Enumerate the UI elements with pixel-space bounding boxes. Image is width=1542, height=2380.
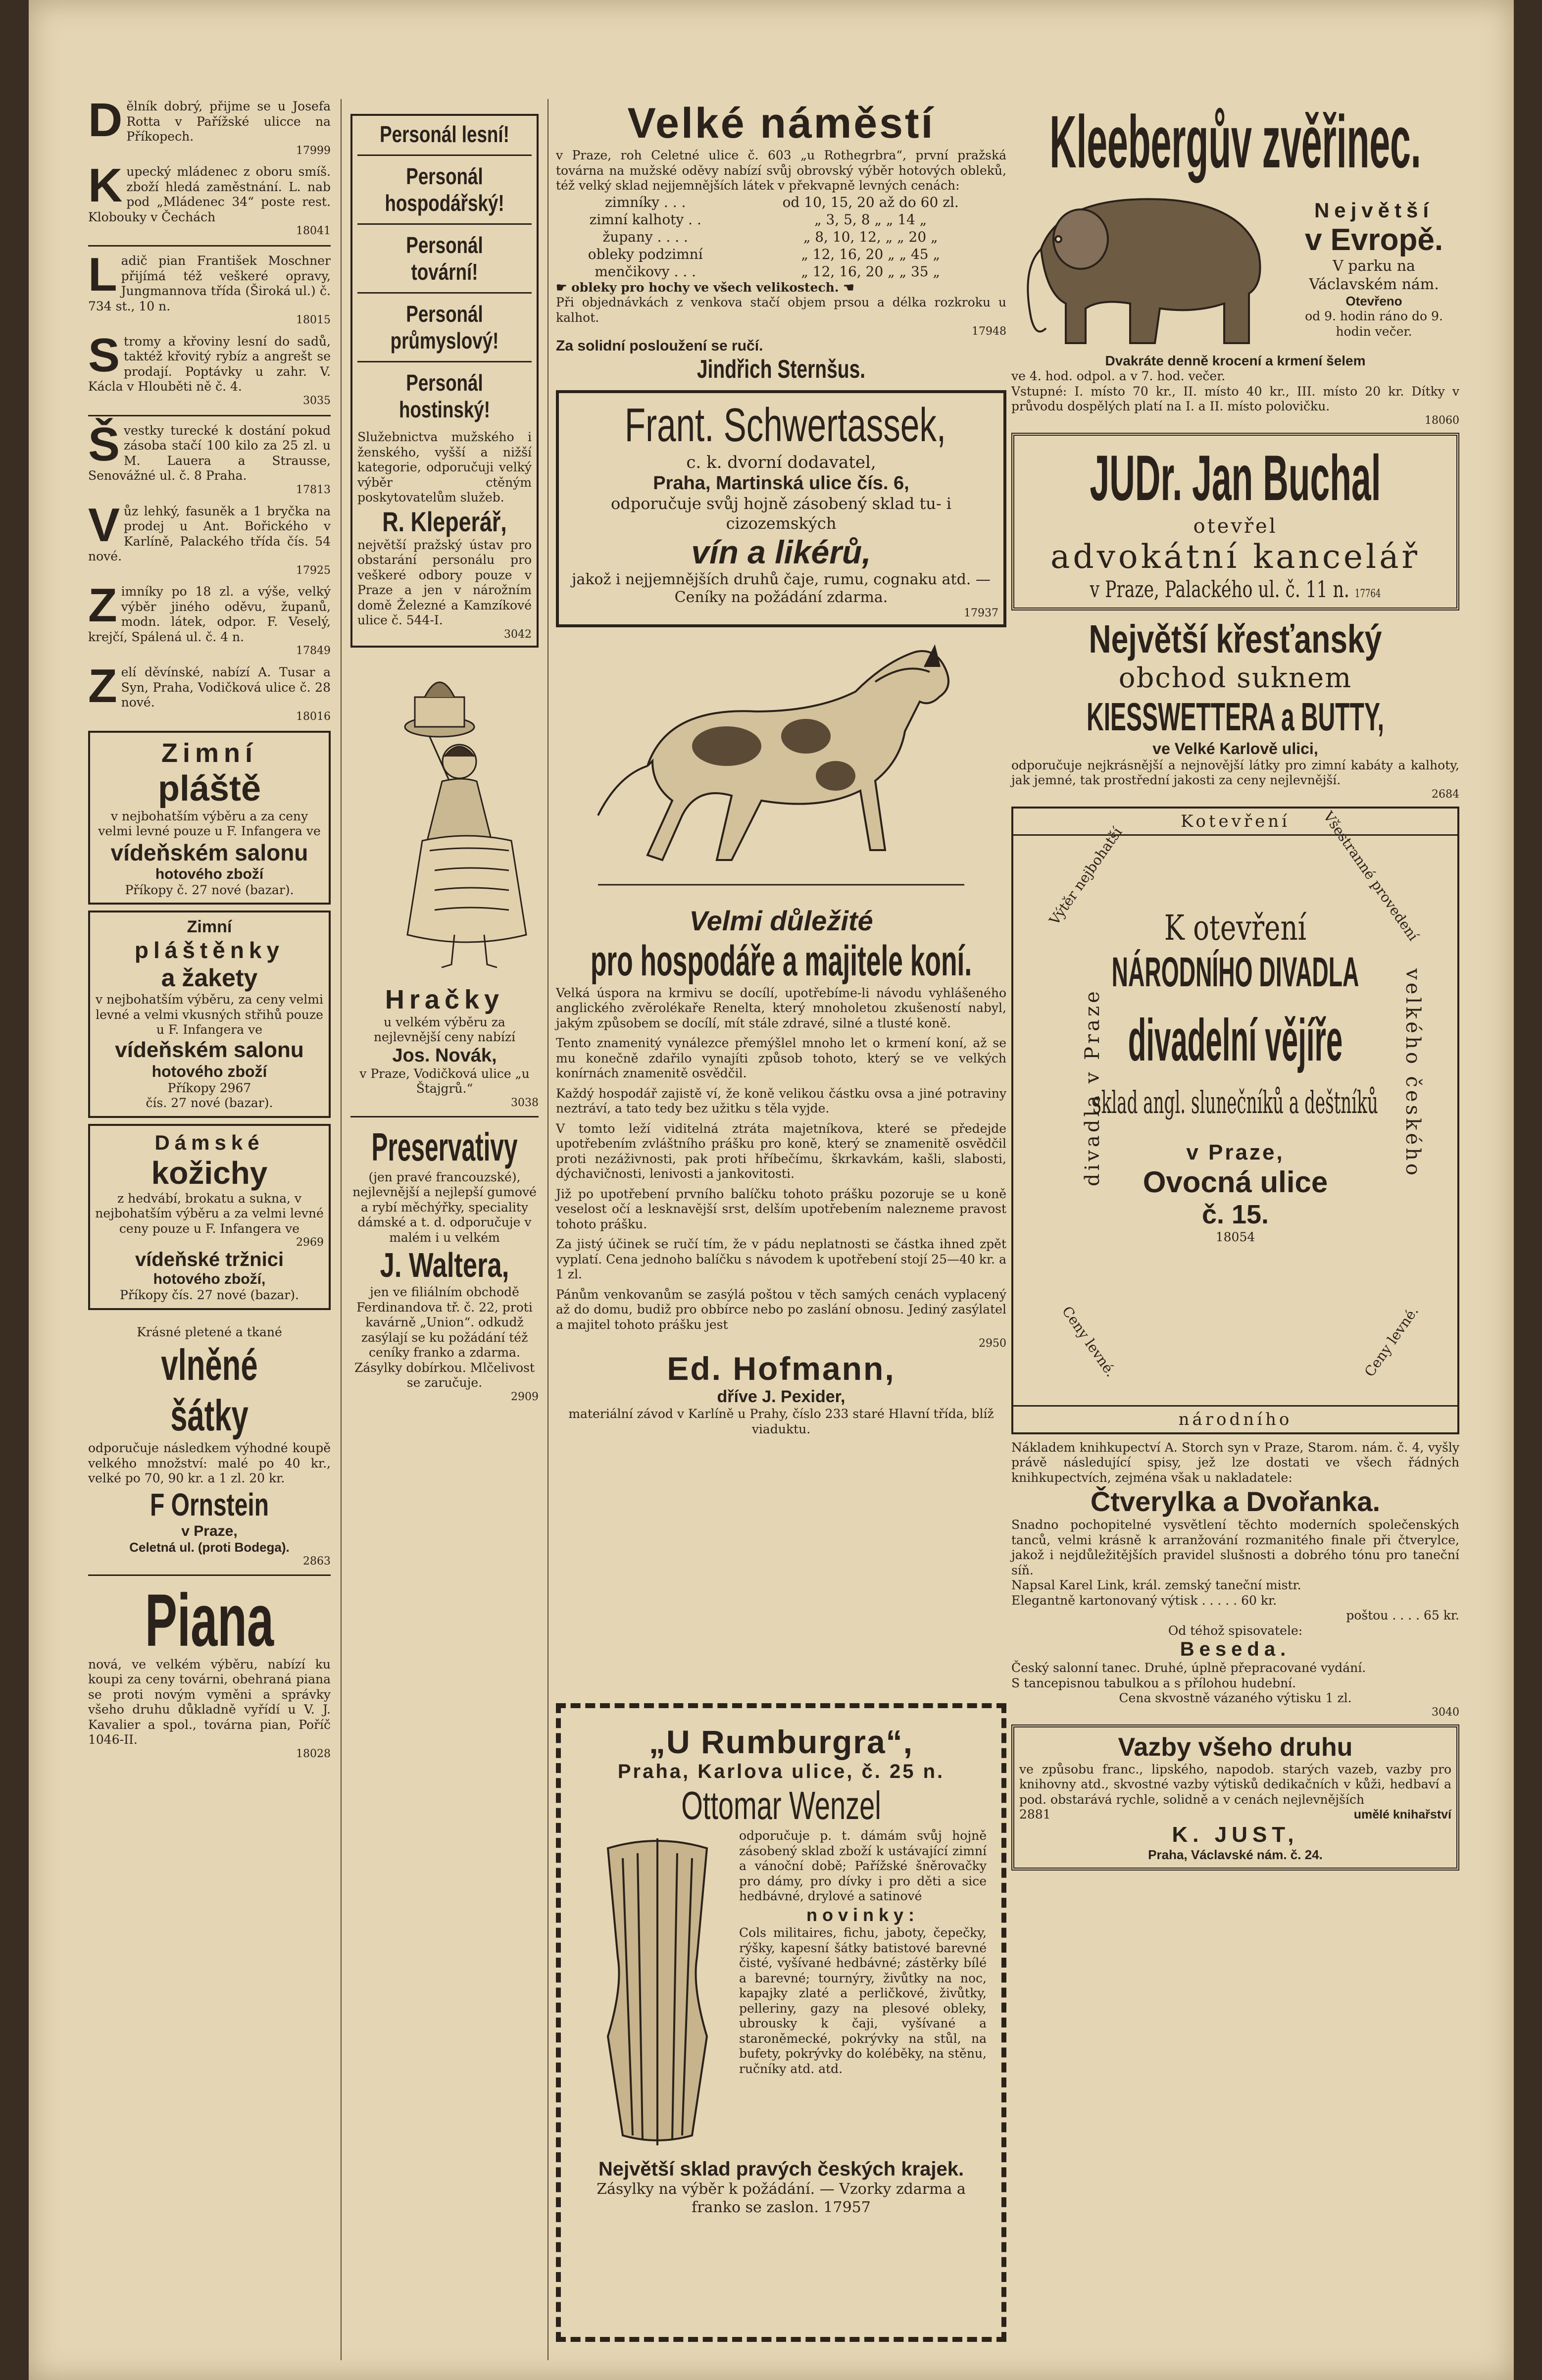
ad-heading: Personál hospodářský! xyxy=(385,163,504,216)
ad-body: Nákladem knihkupectví A. Storch syn v Praze, Starom. nám. č. 4, vyšly právě následující spisy, jež lze dostati ve všech řádných knihkupectvích, zejména však u nakladatele: xyxy=(1011,1440,1459,1485)
fan-border-bottom: národního xyxy=(1013,1405,1457,1432)
ad-heading: pláštěnky xyxy=(134,937,285,963)
ad-body: odporučuje následkem výhodné koupě velkého množství: malé po 40 kr., velké po 70, 90 kr. a 1 zl. 20 kr. xyxy=(88,1441,331,1486)
ad-heading: hotového zboží xyxy=(155,865,264,882)
price-value: „ 12, 16, 20 „ „ 35 „ xyxy=(801,263,941,280)
divider xyxy=(357,154,532,156)
ad-body xyxy=(556,986,1006,1333)
ad-heading: novinky: xyxy=(806,1904,920,1925)
ad-number: 18015 xyxy=(296,314,331,327)
divider xyxy=(357,292,532,294)
ad-heading: Zimní xyxy=(187,917,232,937)
ad-heading: Frant. Schwertassek, xyxy=(624,399,946,452)
ad-body: Při objednávkách z venkova stačí objem prsou a délka rozkroku u kalhot. xyxy=(556,295,1006,325)
ad-heading: Personál hostinský! xyxy=(398,370,491,422)
classified-ad xyxy=(88,328,331,408)
girl-with-cake-illustration xyxy=(350,662,539,979)
ad-plastenky xyxy=(88,911,331,1118)
classified-ad xyxy=(88,498,331,578)
ad-heading: advokátní kancelář xyxy=(1050,537,1420,576)
ad-body xyxy=(95,1081,324,1096)
ad-number: 2967 xyxy=(219,1080,251,1095)
corset-illustration xyxy=(576,1828,739,2155)
ad-body: Příkopy č. 27 nové (bazar). xyxy=(125,882,294,897)
ad-heading: pro hospodáře a majitele koní. xyxy=(590,937,972,985)
ad-body: jen ve filiálním obchodě Ferdinandova tř. č. 22, proti kavárně „Union“. odkudž zasýlají se ku požádání též ceníky franko a zdarma. Zásylky dobírkou. Mlčelivost se zaručuje. xyxy=(354,1285,535,1390)
ad-number: 17957 xyxy=(823,2198,871,2216)
divider xyxy=(88,1574,331,1576)
ad-signature: Jindřich Sternšus. xyxy=(696,355,866,384)
price-item: župany . . . . xyxy=(602,228,688,245)
ad-text: elí děvínské, nabízí A. Tusar a Syn, Praha, Vodičková ulice č. 28 nové. xyxy=(121,665,331,710)
price-row xyxy=(556,263,1006,280)
ad-body: v Praze, roh Celetné ulice č. 603 „u Rothegrbra“, první pražská továrna na mužské oděvy nabízí svůj obrovský výběr hotových obleků, též velký sklad nejjemnějších látek v překvapně levných cenách: xyxy=(556,148,1006,193)
ad-number: 3040 xyxy=(1432,1706,1459,1719)
ad-heading: vídeňské tržnici xyxy=(135,1249,284,1271)
ad-body: Napsal Karel Link, král. zemský taneční mistr. xyxy=(1011,1578,1301,1592)
kleeberg-text xyxy=(1289,199,1459,339)
drop-cap: D xyxy=(88,94,123,147)
ad-body: Český salonní tanec. Druhé, úplně přepracované vydání. xyxy=(1011,1661,1366,1675)
price-row xyxy=(556,246,1006,263)
ad-heading: K otevření xyxy=(1164,907,1307,948)
ad-body: S tancepisnou tabulkou a s přílohou hudební. xyxy=(1011,1675,1296,1690)
classified-ad xyxy=(88,94,331,157)
ad-heading: Největší křesťanský xyxy=(1089,616,1382,661)
ad-paragraph: V tomto leží viditelná ztráta majetníkova, které se předejde upotřebením zvláštního prášku pro koně, který se znamenitě osvědčil proti nezáživnosti, pak proti hříbečímu, škrkavkám, kašli, slabosti, dýchavičnosti, lenivosti a jankovitosti. xyxy=(556,1121,1006,1181)
ad-body: v Praze, Vodičková ulice „u Štajgrů.“ xyxy=(359,1066,530,1096)
fan-corner: Všestranné provedení xyxy=(1320,808,1422,944)
kleeberg-row xyxy=(1011,185,1459,353)
ad-price: poštou . . . . 65 kr. xyxy=(1346,1608,1459,1622)
ad-paragraph: Pánům venkovanům se zasýlá poštou v těch samých cenách vyplacený až do domu, budiž pro obbírce nebo po zaslání obnosu. Jediný zasýlatel a majitel tohoto prášku jest xyxy=(556,1287,1006,1332)
ad-preservativy xyxy=(350,1124,539,1403)
ad-body-text: odporučuje p. t. dámám svůj hojně zásobený sklad zboží k ustávající zimní a vánoční době; Pařížské šněrovačky pro dámy, pro dívky i pro děti a sice hedbávné, drylové a satinové xyxy=(739,1828,987,1903)
ad-body: od 9. hodin ráno do 9. hodin večer. xyxy=(1305,309,1443,339)
ad-storch xyxy=(1011,1440,1459,1719)
ad-personal xyxy=(350,114,539,648)
ad-heading: Ovocná ulice xyxy=(1143,1165,1328,1199)
ad-piana xyxy=(88,1578,331,1760)
ad-heading: Čtverylka a Dvořanka. xyxy=(1090,1486,1381,1517)
ad-number: 2881 xyxy=(1019,1807,1051,1822)
elephant-illustration xyxy=(1011,185,1289,353)
ad-body: Služebnictva mužského i ženského, vyšší a nižší kategorie, odporučuji velký výběr ctěným poskytovatelům služeb. xyxy=(357,430,532,505)
divider xyxy=(88,245,331,247)
divider xyxy=(357,361,532,362)
price-item: menčikovy . . . xyxy=(595,263,696,280)
price-item: obleky podzimní xyxy=(588,246,703,262)
newspaper-page xyxy=(29,0,1514,2380)
ad-body: ve 4. hod. odpol. a v 7. hod. večer. xyxy=(1011,369,1226,383)
ad-body: jakož i nejjemnějších druhů čaje, rumu, cognaku atd. — Ceníky na požádání zdarma. xyxy=(572,570,991,607)
ad-heading: hotového zboží xyxy=(151,1062,267,1080)
rumburgr-text xyxy=(739,1828,987,2155)
drop-cap: K xyxy=(88,159,123,212)
divider xyxy=(357,223,532,225)
ad-paragraph: Za jistý účinek se ručí tím, že v pádu neplatnosti se částka ihned zpět vyplatí. Cena jednoho balíčku s návodem k upotřebení stojí 25—40 kr. a 1 zl. xyxy=(556,1237,1006,1282)
ad-heading: Ed. Hofmann, xyxy=(667,1350,895,1387)
ad-paragraph: Tento znamenitý vynálezce přemýšlel mnoho let o krmení koní, až se mu konečně zdařilo vynajíti způsob tohoto, který se ve velkých konírnách znamenitě osvědčil. xyxy=(556,1036,1006,1081)
ad-kiesswetter xyxy=(1011,616,1459,801)
classified-ad xyxy=(88,579,331,658)
ad-body-text: umělé knihařství xyxy=(1353,1808,1451,1822)
classified-ad xyxy=(88,159,331,238)
ad-text: vestky turecké k dostání pokud zásoba stačí 100 kilo za 25 zl. u M. Lauera a Strausse, Senovážné ul. č. 8 Praha. xyxy=(88,423,331,483)
ad-text: adič pian František Moschner přijímá též veškeré opravy, Jungmannova třída (Široká ul.) č. 734 st., 10 n. xyxy=(88,253,331,313)
ad-body: v nejbohatším výběru, za ceny velmi levné a velmi vkusných střihů pouze u F. Infangera ve xyxy=(96,992,323,1037)
ad-heading: vín a likérů, xyxy=(691,533,871,570)
ad-heading: sklad angl. slunečníků a deštníků xyxy=(1093,1084,1378,1120)
drop-cap: L xyxy=(88,248,117,302)
ad-heading: Vazby všeho druhu xyxy=(1118,1732,1353,1762)
ad-heading: Největší sklad pravých českých krajek. xyxy=(598,2158,964,2180)
ad-number: 3035 xyxy=(303,394,331,407)
ad-number: 17925 xyxy=(296,564,331,577)
drop-cap: Z xyxy=(88,579,117,632)
ad-number: 17764 xyxy=(1354,587,1381,600)
ad-heading: F Ornstein xyxy=(149,1486,269,1522)
ad-heading: obchod suknem xyxy=(1118,661,1352,694)
ad-body: Vstupné: I. místo 70 kr., II. místo 40 kr., III. místo 20 kr. Dítky v průvodu dospělých platí na I. a II. místo polovičku. xyxy=(1011,384,1459,413)
ad-address: v Praze, Palackého ul. č. 11 n. xyxy=(1090,575,1349,603)
drop-cap: V xyxy=(88,498,120,552)
ad-price: Cena skvostně vázaného výtisku 1 zl. xyxy=(1119,1691,1352,1705)
ad-price: Elegantně kartonovaný výtisk . . . . . 60 kr. xyxy=(1011,1593,1277,1608)
price-value: od 10, 15, 20 až do 60 zl. xyxy=(782,194,959,210)
ad-body: u velkém výběru za nejlevnější ceny nabízí xyxy=(373,1014,516,1044)
ad-heading: č. 15. xyxy=(1201,1199,1269,1229)
ad-text: imníky po 18 zl. a výše, velký výběr jiného oděvu, županů, modn. látek, odpor. F. Veselý, krejčí, Spálená ul. č. 4 n. xyxy=(88,584,331,644)
ad-body: největší pražský ústav pro obstarání personálu pro veškeré odbory pouze v Praze a jen v nárožním domě Železné a Kamzíkové ulice č. 544-I. xyxy=(357,537,532,627)
ad-text: tromy a křoviny lesní do sadů, taktéž křovitý rybíz a angrešt se prodají. Poptávky u zahr. V. Kácla v Hlouběti ně č. 4. xyxy=(88,334,331,394)
ad-heading: Beseda. xyxy=(1180,1638,1291,1660)
ad-heading: v Praze, xyxy=(181,1522,238,1539)
ad-number: 17948 xyxy=(972,325,1006,338)
ad-text: ělník dobrý, přijme se u Josefa Rotta v Pařížské ulicce na Příkopech. xyxy=(126,99,331,144)
ad-body: (jen pravé francouzské), nejlevnější a nejlepší gumové a rybí měchýřky, speciality dámské a t. d. odporučuje v malém i u velkém xyxy=(352,1169,537,1245)
ad-heading: Preservativy xyxy=(371,1124,518,1169)
ad-body: nová, ve velkém výběru, nabízí ku koupi za ceny továrni, obehraná piana se proti novým vyměni a správky všeho druhu důkladně vyřídí u V. J. Kavalier a spol., továrna pian, Poříč 1046-II. xyxy=(88,1657,331,1747)
ad-heading: R. Kleperář, xyxy=(382,506,507,537)
ad-body: ☛ obleky pro hochy ve všech velikostech. ☚ xyxy=(556,280,854,295)
ad-rumburgr xyxy=(556,1703,1006,2342)
ad-kleeberg xyxy=(1011,99,1459,427)
ad-number: 18028 xyxy=(296,1747,331,1760)
column-divider xyxy=(547,99,548,2360)
ad-heading: vídeňském salonu xyxy=(115,1037,304,1062)
ad-body: Otevřeno xyxy=(1345,294,1402,309)
price-row xyxy=(556,211,1006,228)
ad-body: z hedvábí, brokatu a sukna, v nejbohatším výběru a za velmi levné ceny pouze u F. Infangera ve xyxy=(95,1191,324,1236)
ad-zimni-plaste xyxy=(88,731,331,905)
price-value: „ 8, 10, 12, „ „ 20 „ xyxy=(803,228,938,245)
ad-body-text: Zásylky na výběr k požádání. — Vzorky zdarma a franko se zaslon. xyxy=(597,2180,966,2216)
ad-heading: Hračky xyxy=(385,984,504,1014)
ad-body: odporučuje nejkrásnější a nejnovější látky pro zimní kabáty a kalhoty, jak jemné, tak prostřední jakosti za ceny nejlevnější. xyxy=(1011,758,1459,787)
price-row xyxy=(556,194,1006,211)
ad-heading: KIESSWETTERA a BUTTY, xyxy=(1087,694,1384,739)
ad-heading: Celetná ul. (proti Bodega). xyxy=(129,1539,290,1555)
ad-number: 2950 xyxy=(979,1337,1006,1350)
ad-heading: JUDr. Jan Buchal xyxy=(1090,441,1381,514)
fan-border-top: Kotevření xyxy=(1013,809,1457,836)
ad-heading: Piana xyxy=(145,1578,274,1662)
price-item: zimníky . . . xyxy=(604,194,686,210)
ad-heading: kožichy xyxy=(151,1155,268,1191)
ad-heading: v Evropě. xyxy=(1304,222,1443,257)
ad-heading: NÁRODNÍHO DIVADLA xyxy=(1111,948,1359,995)
ad-body-text: Příkopy xyxy=(167,1080,216,1095)
price-item: zimní kalhoty . . xyxy=(589,211,701,228)
ad-heading: Praha, Karlova ulice, č. 25 n. xyxy=(617,1761,945,1782)
ad-heading: Dámské xyxy=(154,1130,264,1154)
ad-kozichy xyxy=(88,1124,331,1310)
fan-corner: Ceny levné. xyxy=(1058,1303,1119,1380)
ad-vlnene-satky xyxy=(88,1325,331,1568)
fan-border-right: velkého českého xyxy=(1401,968,1424,1178)
ad-paragraph: Velká úspora na krmivu se docílí, upotřebíme-li návodu vyhlášeného anglického zvěrolékaře Renelta, který mnoholetou zkušeností nabyl, jakým způsobem se docílí, mít stále zdravé, silné a tlusté koně. xyxy=(556,985,1006,1030)
ad-heading: Ottomar Wenzel xyxy=(681,1783,881,1827)
ad-body: Dvakráte denně krocení a krmení šelem xyxy=(1105,353,1366,368)
ad-heading: K. JUST, xyxy=(1172,1822,1299,1847)
ad-number: 3038 xyxy=(511,1096,539,1109)
divider xyxy=(88,415,331,416)
ad-heading: „U Rumburgra“, xyxy=(648,1723,914,1760)
ad-heading: dříve J. Pexider, xyxy=(717,1387,846,1407)
ad-heading: Personál průmyslový! xyxy=(390,301,499,354)
ad-hracky xyxy=(350,984,539,1109)
ad-heading: hotového zboží, xyxy=(153,1271,266,1288)
ad-number: 3042 xyxy=(504,628,532,641)
drop-cap: Z xyxy=(88,659,117,713)
ad-body: Praha, Václavské nám. č. 24. xyxy=(1148,1847,1323,1862)
fan-center xyxy=(1073,908,1398,1245)
ad-body-text: Cols militaires, fichu, jaboty, čepečky, rýšky, kapesní šátky batistové barevné čisté, vyšívané hedbávné; zástěrky bílé a barevné; tournýry, živůtky na noc, kapajky zlaté a perličkové, živůtky, pelleriny, gazy na plesové obleky, ubrousky k čaji, vyšívané a staroněmecké, pokrývky na stůl, na bufety, pokrývky do koléběky, na stěnu, ručníky atd. atd. xyxy=(739,1925,987,2076)
ad-heading: Zimní xyxy=(161,738,257,768)
ad-heading: a žakety xyxy=(161,964,258,992)
horse-illustration xyxy=(556,637,1006,895)
classified-ad xyxy=(88,248,331,327)
fan-border-left: divadla v Praze xyxy=(1081,988,1104,1186)
ad-heading: Největší xyxy=(1314,198,1434,222)
ad-heading: Jos. Novák, xyxy=(392,1045,497,1066)
ad-text: upecký mládenec z oboru smíš. zboží hledá zaměstnání. L. nab pod „Mládenec 34“ poste rest. Klobouky v Čechách xyxy=(88,164,331,224)
ad-heading: vídeňském salonu xyxy=(110,839,308,865)
fan-corner: Ceny levné. xyxy=(1361,1303,1422,1380)
price-table xyxy=(556,194,1006,280)
ad-number: 2863 xyxy=(303,1555,331,1568)
ad-body: Snadno pochopitelné vysvětlení těchto moderních společenských tanců, velmi krásně k arranžování rozmanitého finale při čtverylce, jakož i nejdůležitějších pravidel slušnosti a dobrého tónu pro taneční síň. xyxy=(1011,1518,1459,1577)
ad-paragraph: Každý hospodář zajistě ví, že koně velikou částku ovsa a jiné potraviny neztráví, a tato tedy bez užitku s těla vyjde. xyxy=(556,1086,1006,1116)
ad-velke-namesti xyxy=(556,99,1006,384)
ad-paragraph: Již po upotřebení prvního balíčku tohoto prášku pozoruje se u koně veselost očí a lesknavější srst, delším upotřebením nalezneme pravost tohoto prášku. xyxy=(556,1186,1006,1231)
price-value: „ 3, 5, 8 „ „ 14 „ xyxy=(814,211,927,228)
ad-number: 18016 xyxy=(296,710,331,723)
drop-cap: S xyxy=(88,328,120,382)
ad-horse-powder xyxy=(556,905,1006,1437)
ad-heading: divadelní vějíře xyxy=(1128,1007,1343,1073)
ad-number: 2909 xyxy=(511,1390,539,1403)
ad-body: Od téhož spisovatele: xyxy=(1168,1623,1303,1638)
price-row xyxy=(556,228,1006,246)
ad-number: 18054 xyxy=(1215,1229,1255,1244)
rumburgr-body xyxy=(576,1828,987,2155)
ad-body: otevřel xyxy=(1193,514,1278,538)
ad-number: 17937 xyxy=(964,607,998,619)
column-classifieds xyxy=(88,94,331,2360)
ad-heading: Personál tovární! xyxy=(406,232,483,285)
column-divider xyxy=(341,99,342,2360)
ad-heading: ve Velké Karlově ulici, xyxy=(1152,739,1318,758)
drop-cap: Š xyxy=(88,417,120,471)
ad-number: 17813 xyxy=(296,483,331,496)
ad-number: 18060 xyxy=(1425,414,1459,427)
classified-ad xyxy=(88,417,331,497)
ad-body: odporučuje svůj hojně zásobený sklad tu- i cizozemských xyxy=(610,494,952,533)
ad-body: V parku na Václavském nám. xyxy=(1309,257,1439,293)
ad-body: Příkopy čís. 27 nové (bazar). xyxy=(120,1288,299,1303)
ad-number: 17849 xyxy=(296,645,331,658)
ad-body: c. k. dvorní dodavatel, xyxy=(686,453,876,472)
ad-body: Krásné pletené a tkané xyxy=(137,1324,282,1339)
ad-heading: Kleebergův zvěřinec. xyxy=(1049,100,1421,183)
ad-number: 18041 xyxy=(296,225,331,238)
ad-heading: Personál lesní! xyxy=(380,121,509,147)
ad-text: ůz lehký, fasuněk a 1 bryčka na prodej u Ant. Bořického v Karlíně, Palackého třída čís. 54 nové. xyxy=(88,504,331,564)
ad-rumburgr-frame-wrapper xyxy=(556,1703,1452,2342)
ad-body: čís. 27 nové (bazar). xyxy=(146,1096,273,1111)
ad-heading: J. Waltera, xyxy=(380,1246,509,1284)
ad-national-theatre-fans xyxy=(1011,807,1459,1434)
ad-heading: Velmi důležité xyxy=(689,905,873,936)
ad-heading: Praha, Martinská ulice čís. 6, xyxy=(653,473,909,494)
ad-body xyxy=(576,2180,987,2217)
ad-number: 2969 xyxy=(296,1236,324,1249)
ad-heading: v Praze, xyxy=(1186,1140,1285,1165)
ad-number: 2684 xyxy=(1432,788,1459,801)
classified-ad xyxy=(88,659,331,723)
ad-body: v nejbohatším výběru a za ceny velmi levné pouze u F. Infangera ve xyxy=(98,809,321,839)
ad-schwertassek xyxy=(556,390,1006,627)
ad-body: materiální závod v Karlíně u Prahy, číslo 233 staré Hlavní třída, blíž viaduktu. xyxy=(568,1407,994,1436)
ad-body: ve způsobu franc., lipského, napodob. starých vazeb, vazby pro knihovny atd., skvostné vazby výtisků dedikačních v kůži, hedbaví a pod. obstarává rychle, solidně a v cenách nejlevnějších xyxy=(1019,1762,1451,1807)
ad-heading: vlněné šátky xyxy=(161,1340,258,1440)
ad-number: 17999 xyxy=(296,144,331,157)
divider xyxy=(350,1116,539,1117)
fan-corner: Výtěr nejbohatší xyxy=(1046,824,1126,928)
ad-heading: pláště xyxy=(157,768,261,809)
ad-body xyxy=(1073,576,1397,603)
ad-body-text: obleky pro hochy ve všech velikostech. xyxy=(571,280,839,295)
price-value: „ 12, 16, 20 „ „ 45 „ xyxy=(801,246,941,262)
column-services xyxy=(350,99,539,2360)
ad-body: Za solidní posloužení se ručí. xyxy=(556,338,763,354)
ad-heading: Velké náměstí xyxy=(627,100,935,147)
ad-buchal xyxy=(1011,433,1459,610)
